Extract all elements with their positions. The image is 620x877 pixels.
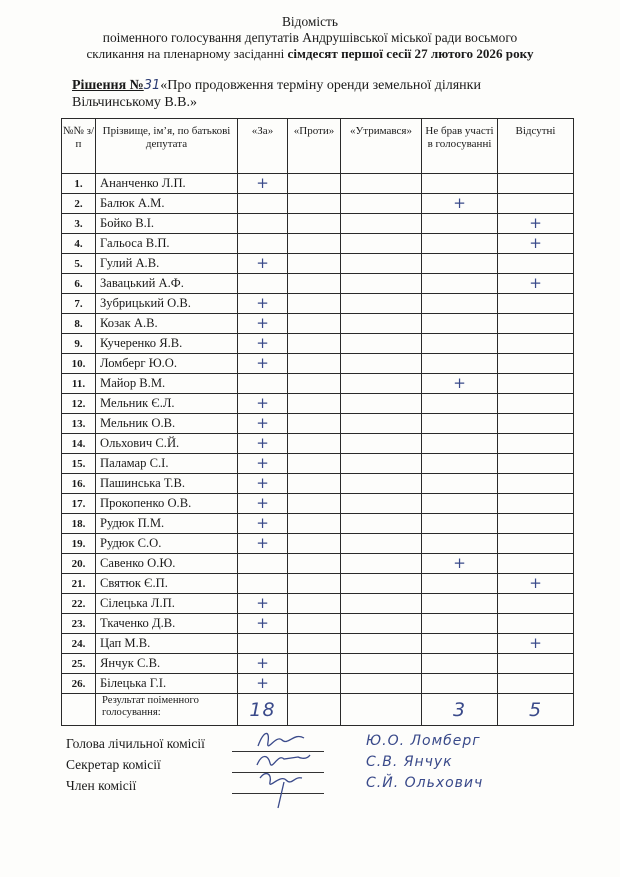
vote-cell-za [238, 454, 288, 474]
table-row [62, 374, 574, 394]
vote-mark: + [256, 433, 269, 452]
header-line3 [0, 46, 620, 62]
vote-cell-ne-brav [422, 334, 498, 354]
table-row [62, 434, 574, 454]
signature-scribble [254, 770, 314, 810]
result-proty [288, 694, 341, 726]
vote-cell-utrymavsia [341, 434, 422, 454]
table-row [62, 174, 574, 194]
deputy-name: Козак А.В. [96, 314, 238, 334]
vote-cell-utrymavsia [341, 314, 422, 334]
row-number: 9. [62, 334, 96, 354]
vote-cell-za [238, 334, 288, 354]
vote-cell-za [238, 354, 288, 374]
vote-cell-vidsutni [498, 654, 574, 674]
vote-cell-utrymavsia [341, 334, 422, 354]
vote-cell-proty [288, 594, 341, 614]
signature-role: Член комісії [66, 778, 137, 793]
vote-mark: + [256, 653, 269, 672]
vote-cell-proty [288, 194, 341, 214]
row-number: 20. [62, 554, 96, 574]
vote-cell-vidsutni [498, 534, 574, 554]
vote-cell-utrymavsia [341, 594, 422, 614]
row-number: 1. [62, 174, 96, 194]
decision-text-line2: Вільчинському В.В.» [72, 95, 198, 110]
vote-cell-za [238, 174, 288, 194]
vote-cell-ne-brav [422, 394, 498, 414]
vote-cell-utrymavsia [341, 614, 422, 634]
vote-cell-proty [288, 274, 341, 294]
vote-cell-za [238, 674, 288, 694]
vote-cell-utrymavsia [341, 414, 422, 434]
vote-cell-ne-brav [422, 614, 498, 634]
deputy-name: Білецька Г.І. [96, 674, 238, 694]
vote-mark: + [529, 213, 542, 232]
vote-cell-proty [288, 374, 341, 394]
result-za [238, 694, 288, 726]
row-number: 14. [62, 434, 96, 454]
vote-cell-proty [288, 214, 341, 234]
table-row [62, 594, 574, 614]
vote-cell-utrymavsia [341, 174, 422, 194]
deputy-name: Савенко О.Ю. [96, 554, 238, 574]
vote-cell-vidsutni [498, 494, 574, 514]
row-number: 15. [62, 454, 96, 474]
vote-cell-ne-brav [422, 494, 498, 514]
table-row [62, 234, 574, 254]
result-num-cell [62, 694, 96, 726]
vote-cell-vidsutni [498, 634, 574, 654]
row-number: 6. [62, 274, 96, 294]
deputy-name: Кучеренко Я.В. [96, 334, 238, 354]
deputy-name: Бойко В.І. [96, 214, 238, 234]
vote-cell-utrymavsia [341, 194, 422, 214]
vote-mark: + [453, 193, 466, 212]
deputy-name: Святюк Є.П. [96, 574, 238, 594]
vote-cell-za [238, 374, 288, 394]
vote-mark: + [256, 533, 269, 552]
vote-cell-utrymavsia [341, 274, 422, 294]
vote-cell-proty [288, 654, 341, 674]
vote-cell-ne-brav [422, 594, 498, 614]
table-row [62, 614, 574, 634]
vote-mark: + [256, 253, 269, 272]
col-header-utrymavsia: «Утримався» [341, 119, 422, 174]
vote-mark: + [256, 473, 269, 492]
vote-cell-ne-brav [422, 274, 498, 294]
vote-cell-ne-brav [422, 174, 498, 194]
vote-mark: + [529, 573, 542, 592]
vote-cell-utrymavsia [341, 574, 422, 594]
vote-cell-za [238, 634, 288, 654]
vote-cell-ne-brav [422, 654, 498, 674]
vote-cell-ne-brav [422, 474, 498, 494]
row-number: 13. [62, 414, 96, 434]
table-row [62, 454, 574, 474]
row-number: 24. [62, 634, 96, 654]
vote-cell-za [238, 414, 288, 434]
row-number: 4. [62, 234, 96, 254]
row-number: 5. [62, 254, 96, 274]
vote-cell-utrymavsia [341, 234, 422, 254]
col-header-za: «За» [238, 119, 288, 174]
vote-cell-ne-brav [422, 674, 498, 694]
table-row [62, 274, 574, 294]
vote-cell-za [238, 474, 288, 494]
deputy-name: Янчук С.В. [96, 654, 238, 674]
vote-cell-ne-brav [422, 514, 498, 534]
vote-cell-ne-brav [422, 534, 498, 554]
decision-title [72, 77, 592, 111]
vote-mark: + [256, 493, 269, 512]
vote-cell-proty [288, 334, 341, 354]
vote-cell-vidsutni [498, 454, 574, 474]
vote-cell-proty [288, 554, 341, 574]
deputy-name: Паламар С.І. [96, 454, 238, 474]
result-row [62, 694, 574, 726]
vote-mark: + [256, 593, 269, 612]
row-number: 22. [62, 594, 96, 614]
deputy-name: Зубрицький О.В. [96, 294, 238, 314]
vote-cell-ne-brav [422, 354, 498, 374]
result-vidsutni-value: 5 [528, 698, 543, 721]
vote-cell-vidsutni [498, 574, 574, 594]
deputy-name: Сілецька Л.П. [96, 594, 238, 614]
vote-cell-ne-brav [422, 194, 498, 214]
vote-cell-za [238, 494, 288, 514]
document-header [0, 14, 620, 62]
result-vidsutni [498, 694, 574, 726]
vote-cell-ne-brav [422, 294, 498, 314]
deputy-name: Рудюк С.О. [96, 534, 238, 554]
deputy-name: Гальоса В.П. [96, 234, 238, 254]
vote-cell-utrymavsia [341, 674, 422, 694]
table-row [62, 674, 574, 694]
table-row [62, 534, 574, 554]
deputy-name: Ольхович С.Й. [96, 434, 238, 454]
signature-name: Ю.О. Ломберг [366, 733, 481, 749]
vote-cell-vidsutni [498, 614, 574, 634]
vote-cell-za [238, 234, 288, 254]
row-number: 19. [62, 534, 96, 554]
vote-cell-utrymavsia [341, 294, 422, 314]
vote-cell-za [238, 214, 288, 234]
vote-cell-ne-brav [422, 574, 498, 594]
session-date: сімдесят першої сесії 27 лютого 2026 року [287, 46, 534, 61]
result-label: Результат поіменного голосування: [96, 694, 238, 726]
vote-cell-proty [288, 294, 341, 314]
table-row [62, 254, 574, 274]
vote-cell-ne-brav [422, 234, 498, 254]
col-header-proty: «Проти» [288, 119, 341, 174]
deputy-name: Прокопенко О.В. [96, 494, 238, 514]
vote-cell-vidsutni [498, 274, 574, 294]
vote-cell-ne-brav [422, 374, 498, 394]
vote-cell-utrymavsia [341, 554, 422, 574]
vote-cell-za [238, 514, 288, 534]
vote-cell-vidsutni [498, 354, 574, 374]
vote-cell-za [238, 434, 288, 454]
vote-cell-utrymavsia [341, 494, 422, 514]
vote-cell-proty [288, 414, 341, 434]
deputy-name: Ломберг Ю.О. [96, 354, 238, 374]
vote-cell-vidsutni [498, 554, 574, 574]
row-number: 10. [62, 354, 96, 374]
vote-cell-ne-brav [422, 434, 498, 454]
vote-cell-vidsutni [498, 374, 574, 394]
vote-cell-za [238, 534, 288, 554]
vote-cell-vidsutni [498, 474, 574, 494]
vote-cell-za [238, 654, 288, 674]
vote-cell-utrymavsia [341, 534, 422, 554]
vote-mark: + [256, 313, 269, 332]
vote-cell-vidsutni [498, 434, 574, 454]
row-number: 23. [62, 614, 96, 634]
vote-mark: + [256, 353, 269, 372]
vote-cell-vidsutni [498, 234, 574, 254]
vote-cell-vidsutni [498, 594, 574, 614]
signature-name: С.В. Янчук [366, 754, 453, 770]
table-row [62, 414, 574, 434]
vote-cell-utrymavsia [341, 214, 422, 234]
vote-mark: + [453, 373, 466, 392]
deputy-name: Рудюк П.М. [96, 514, 238, 534]
row-number: 18. [62, 514, 96, 534]
vote-cell-za [238, 274, 288, 294]
vote-cell-utrymavsia [341, 514, 422, 534]
vote-cell-vidsutni [498, 334, 574, 354]
vote-cell-proty [288, 614, 341, 634]
table-header-row [62, 119, 574, 174]
vote-cell-ne-brav [422, 454, 498, 474]
vote-cell-utrymavsia [341, 354, 422, 374]
vote-cell-vidsutni [498, 174, 574, 194]
vote-mark: + [529, 633, 542, 652]
vote-cell-ne-brav [422, 314, 498, 334]
col-header-vidsutni: Відсутні [498, 119, 574, 174]
row-number: 3. [62, 214, 96, 234]
deputy-name: Ткаченко Д.В. [96, 614, 238, 634]
signature-role: Секретар комісії [66, 757, 161, 772]
table-row [62, 354, 574, 374]
vote-cell-proty [288, 514, 341, 534]
vote-cell-proty [288, 354, 341, 374]
deputy-name: Гулий А.В. [96, 254, 238, 274]
vote-cell-proty [288, 174, 341, 194]
vote-cell-proty [288, 454, 341, 474]
vote-cell-utrymavsia [341, 254, 422, 274]
vote-mark: + [256, 173, 269, 192]
vote-mark: + [256, 293, 269, 312]
vote-cell-za [238, 314, 288, 334]
vote-cell-vidsutni [498, 294, 574, 314]
vote-cell-utrymavsia [341, 474, 422, 494]
result-za-value: 18 [249, 698, 276, 721]
col-header-ne-brav: Не брав участі в голосуванні [422, 119, 498, 174]
vote-cell-vidsutni [498, 314, 574, 334]
vote-cell-ne-brav [422, 634, 498, 654]
vote-cell-utrymavsia [341, 394, 422, 414]
vote-cell-proty [288, 534, 341, 554]
vote-cell-proty [288, 674, 341, 694]
vote-cell-utrymavsia [341, 634, 422, 654]
vote-cell-ne-brav [422, 554, 498, 574]
decision-number: 31 [143, 78, 161, 93]
vote-cell-utrymavsia [341, 654, 422, 674]
deputy-name: Цап М.В. [96, 634, 238, 654]
table-row [62, 194, 574, 214]
col-header-num: №№ з/п [62, 119, 96, 174]
signature-role: Голова лічильної комісії [66, 736, 205, 751]
vote-cell-utrymavsia [341, 374, 422, 394]
vote-cell-proty [288, 574, 341, 594]
vote-mark: + [453, 553, 466, 572]
signature-row-member [66, 775, 606, 799]
vote-cell-proty [288, 234, 341, 254]
vote-cell-za [238, 254, 288, 274]
vote-mark: + [256, 413, 269, 432]
vote-cell-ne-brav [422, 254, 498, 274]
vote-cell-za [238, 614, 288, 634]
vote-cell-za [238, 294, 288, 314]
deputy-name: Мельник О.В. [96, 414, 238, 434]
table-row [62, 574, 574, 594]
result-ne-brav-value: 3 [452, 698, 467, 721]
vote-cell-proty [288, 634, 341, 654]
vote-mark: + [529, 233, 542, 252]
vote-mark: + [256, 513, 269, 532]
table-row [62, 514, 574, 534]
vote-cell-za [238, 394, 288, 414]
deputy-name: Завацький А.Ф. [96, 274, 238, 294]
vote-cell-za [238, 194, 288, 214]
vote-cell-proty [288, 474, 341, 494]
vote-mark: + [256, 393, 269, 412]
vote-cell-vidsutni [498, 194, 574, 214]
row-number: 26. [62, 674, 96, 694]
row-number: 8. [62, 314, 96, 334]
vote-cell-ne-brav [422, 414, 498, 434]
vote-cell-vidsutni [498, 514, 574, 534]
vote-mark: + [256, 613, 269, 632]
vote-cell-vidsutni [498, 674, 574, 694]
row-number: 11. [62, 374, 96, 394]
vote-cell-za [238, 594, 288, 614]
row-number: 25. [62, 654, 96, 674]
vote-cell-utrymavsia [341, 454, 422, 474]
table-row [62, 294, 574, 314]
decision-text-line1: «Про продовження терміну оренди земельної ділянки [160, 78, 481, 93]
result-ne-brav [422, 694, 498, 726]
table-row [62, 214, 574, 234]
vote-mark: + [256, 333, 269, 352]
row-number: 12. [62, 394, 96, 414]
signature-row-head [66, 733, 606, 757]
vote-cell-vidsutni [498, 214, 574, 234]
row-number: 21. [62, 574, 96, 594]
row-number: 16. [62, 474, 96, 494]
vote-cell-vidsutni [498, 414, 574, 434]
header-line2: поіменного голосування депутатів Андрушівської міської ради восьмого [102, 30, 518, 45]
table-row [62, 554, 574, 574]
vote-cell-za [238, 574, 288, 594]
vote-cell-proty [288, 434, 341, 454]
table-row [62, 334, 574, 354]
result-utrymavsia [341, 694, 422, 726]
deputy-name: Ананченко Л.П. [96, 174, 238, 194]
vote-mark: + [256, 673, 269, 692]
deputy-name: Балюк А.М. [96, 194, 238, 214]
vote-cell-proty [288, 254, 341, 274]
vote-cell-ne-brav [422, 214, 498, 234]
table-row [62, 654, 574, 674]
table-row [62, 394, 574, 414]
vote-cell-proty [288, 394, 341, 414]
deputy-name: Мельник Є.Л. [96, 394, 238, 414]
header-line3-regular: скликання на пленарному засіданні [86, 46, 285, 61]
table-row [62, 494, 574, 514]
deputy-name: Пашинська Т.В. [96, 474, 238, 494]
deputy-name: Майор В.М. [96, 374, 238, 394]
row-number: 17. [62, 494, 96, 514]
col-header-name: Прізвище, ім’я, по батькові депутата [96, 119, 238, 174]
vote-cell-proty [288, 314, 341, 334]
signature-row-secretary [66, 754, 606, 778]
row-number: 7. [62, 294, 96, 314]
vote-cell-vidsutni [498, 394, 574, 414]
vote-cell-vidsutni [498, 254, 574, 274]
vote-cell-za [238, 554, 288, 574]
voting-table [61, 118, 574, 726]
table-row [62, 634, 574, 654]
decision-label: Рішення № [72, 78, 144, 93]
vote-cell-proty [288, 494, 341, 514]
header-title: Відомість [281, 14, 338, 29]
table-row [62, 314, 574, 334]
signature-name: С.Й. Ольхович [366, 775, 484, 791]
vote-mark: + [529, 273, 542, 292]
signatures-block [66, 733, 606, 799]
table-row [62, 474, 574, 494]
vote-mark: + [256, 453, 269, 472]
row-number: 2. [62, 194, 96, 214]
